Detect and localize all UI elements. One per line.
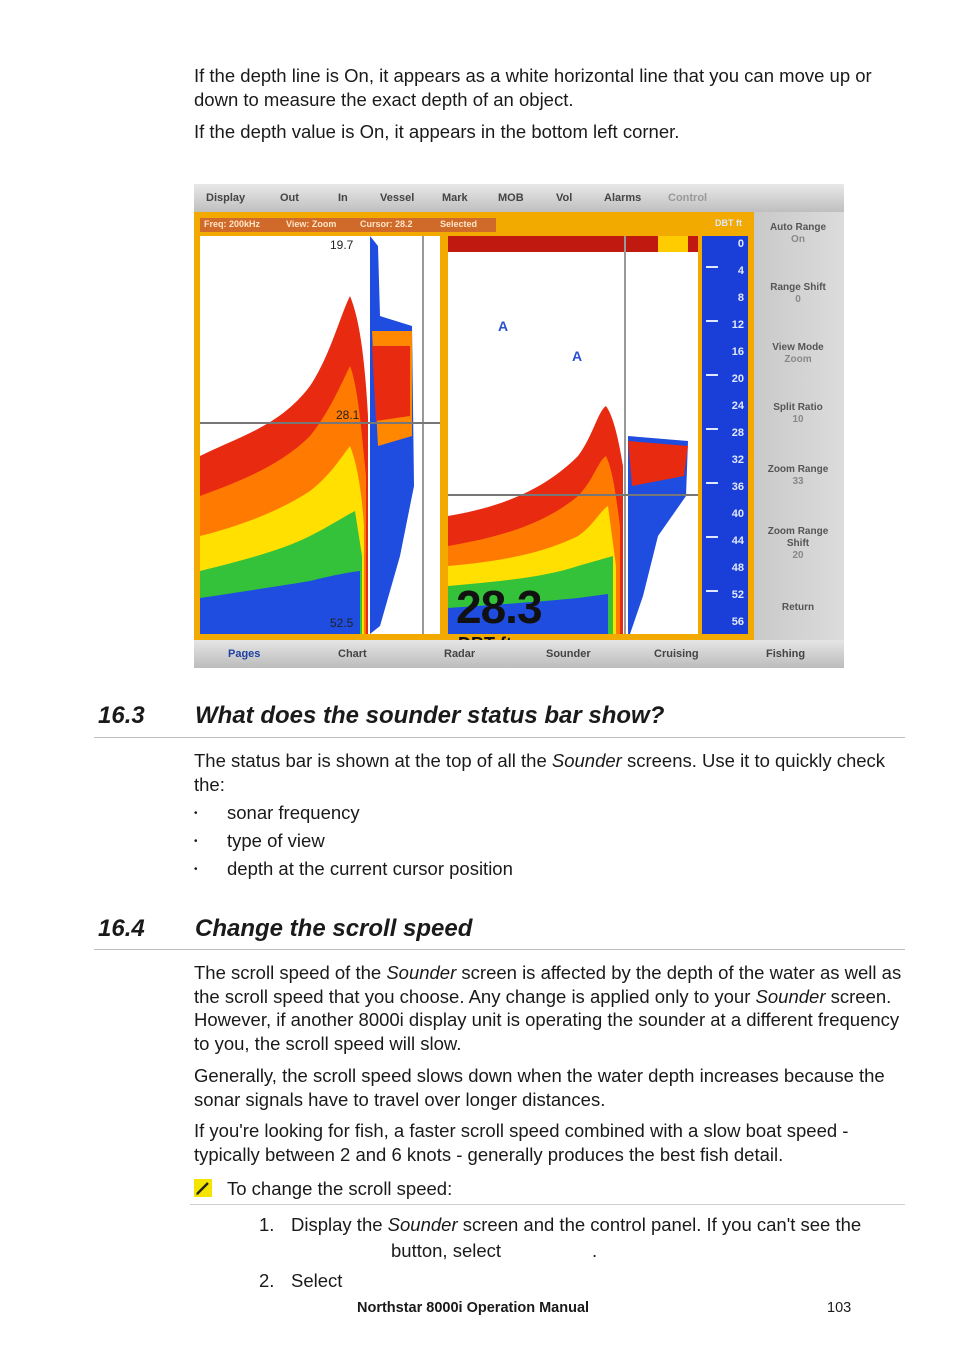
tab-chart[interactable]: Chart bbox=[338, 648, 367, 660]
scale-value: 52 bbox=[731, 589, 744, 601]
scale-value: 0 bbox=[737, 238, 744, 250]
footer-manual-title: Northstar 8000i Operation Manual bbox=[357, 1300, 590, 1316]
side-button-title: Split Ratio bbox=[773, 402, 823, 413]
section-divider bbox=[94, 737, 905, 738]
tab-cruising[interactable]: Cruising bbox=[654, 648, 699, 660]
scale-tick bbox=[706, 374, 718, 376]
fish-symbol: A bbox=[572, 348, 583, 364]
section-number: 16.4 bbox=[98, 915, 145, 942]
section-title: What does the sounder status bar show? bbox=[195, 702, 665, 729]
scale-value: 28 bbox=[731, 427, 744, 439]
sounder-display-frame bbox=[194, 212, 754, 640]
scale-value: 36 bbox=[731, 481, 744, 493]
screenshot-menu-bar bbox=[194, 184, 844, 213]
left-top-depth-label: 19.7 bbox=[330, 238, 354, 252]
scale-tick bbox=[706, 320, 718, 322]
status-cursor: Cursor: 28.2 bbox=[360, 219, 413, 229]
list-item-text: type of view bbox=[227, 830, 325, 851]
scale-value: 40 bbox=[731, 508, 744, 520]
scale-value: 4 bbox=[737, 265, 744, 277]
scale-header: DBT ft bbox=[715, 218, 742, 228]
side-button-title: Auto Range bbox=[769, 222, 827, 233]
left-cursor-depth-label: 28.1 bbox=[336, 408, 360, 422]
split-ratio-button[interactable] bbox=[764, 402, 832, 426]
tab-pages[interactable]: Pages bbox=[228, 648, 261, 660]
scale-value: 56 bbox=[731, 616, 744, 628]
view-mode-button[interactable] bbox=[764, 342, 832, 366]
scroll-speed-paragraph-2: Generally, the scroll speed slows down when the water depth increases because the sonar signals have to travel over longer distances. bbox=[194, 1065, 885, 1110]
side-button-value: Zoom bbox=[784, 354, 812, 365]
side-button-title: Zoom Range bbox=[767, 464, 829, 475]
menu-item: Display bbox=[206, 192, 246, 204]
tab-sounder[interactable]: Sounder bbox=[546, 648, 591, 660]
depth-value-readout: 28.3 bbox=[456, 581, 542, 633]
menu-item: MOB bbox=[498, 192, 524, 204]
status-frequency: Freq: 200kHz bbox=[204, 219, 261, 229]
scale-value: 32 bbox=[731, 454, 744, 466]
task-divider bbox=[190, 1204, 905, 1205]
side-button-title: Zoom Range Shift bbox=[767, 526, 829, 549]
menu-item: In bbox=[338, 192, 348, 204]
menu-item: Mark bbox=[442, 192, 468, 204]
intro-paragraph-depth-line: If the depth line is On, it appears as a white horizontal line that you can move up or down to measure the exact depth of an object. bbox=[194, 65, 872, 110]
depth-scale-bar bbox=[702, 218, 748, 634]
section-number: 16.3 bbox=[98, 702, 145, 729]
tab-fishing[interactable]: Fishing bbox=[766, 648, 806, 660]
screenshot-bottom-tabs bbox=[194, 640, 844, 668]
scale-value: 48 bbox=[731, 562, 744, 574]
scroll-speed-paragraph-3: If you're looking for fish, a faster scroll speed combined with a slow boat speed - typically between 2 and 6 knots - generally produces the best fish detail. bbox=[194, 1120, 849, 1165]
step-1-text: Display the Sounder screen and the control panel. If you can't see the bbox=[291, 1214, 862, 1235]
return-button[interactable] bbox=[764, 602, 832, 614]
side-button-value: 20 bbox=[792, 550, 804, 561]
task-pencil-icon bbox=[194, 1179, 212, 1197]
side-button-value: On bbox=[791, 234, 805, 245]
scale-value: 44 bbox=[731, 535, 744, 547]
tab-radar[interactable]: Radar bbox=[444, 648, 476, 660]
list-item-text: depth at the current cursor position bbox=[227, 858, 513, 879]
scale-value: 12 bbox=[731, 319, 744, 331]
fish-symbol: A bbox=[498, 318, 509, 334]
menu-item: Out bbox=[280, 192, 299, 204]
step-1-continued: button, select bbox=[391, 1240, 502, 1261]
scale-tick bbox=[706, 428, 718, 430]
section-divider bbox=[94, 949, 905, 950]
sounder-screenshot bbox=[194, 184, 844, 668]
menu-item: Control bbox=[668, 192, 708, 204]
intro-paragraph-depth-value: If the depth value is On, it appears in the bottom left corner. bbox=[194, 121, 680, 142]
zoom-range-shift-button[interactable] bbox=[758, 526, 838, 562]
scale-tick bbox=[706, 482, 718, 484]
list-item-text: sonar frequency bbox=[227, 802, 360, 823]
scale-tick bbox=[706, 266, 718, 268]
range-shift-button[interactable] bbox=[764, 282, 832, 306]
sounder-history-pane bbox=[200, 236, 440, 634]
side-button-title: Range Shift bbox=[770, 282, 826, 293]
sonar-echo-right-graphic bbox=[448, 236, 698, 634]
status-bar-paragraph: The status bar is shown at the top of all the Sounder screens. Use it to quickly check the: bbox=[194, 750, 886, 795]
status-view: View: Zoom bbox=[286, 219, 337, 229]
side-button-title: View Mode bbox=[772, 342, 824, 353]
menu-item: Alarms bbox=[604, 192, 642, 204]
step-1-period: . bbox=[592, 1240, 598, 1261]
scale-value: 8 bbox=[737, 292, 744, 304]
zoom-range-button[interactable] bbox=[764, 464, 832, 488]
scroll-speed-paragraph-1: The scroll speed of the Sounder screen is affected by the depth of the water as well as the scroll speed that you choose. Any change is applied only to your Sounder screen. However, if another 8000i display unit is operating the sounder at a different frequency to you, the scroll speed will slow. bbox=[194, 962, 902, 1054]
auto-range-button[interactable] bbox=[764, 222, 832, 246]
sounder-zoom-pane bbox=[448, 236, 698, 634]
scale-value: 16 bbox=[731, 346, 744, 358]
step-2-text: Select bbox=[291, 1270, 343, 1291]
menu-item: Vessel bbox=[380, 192, 415, 204]
menu-item: Vol bbox=[556, 192, 573, 204]
sounder-status-bar bbox=[200, 218, 496, 232]
status-selected: Selected bbox=[440, 219, 478, 229]
scale-value: 24 bbox=[731, 400, 744, 412]
step-number: 2. bbox=[259, 1270, 275, 1291]
scale-tick bbox=[706, 536, 718, 538]
page-number: 103 bbox=[827, 1300, 852, 1316]
task-label: To change the scroll speed: bbox=[227, 1178, 453, 1199]
side-button-value: 33 bbox=[792, 476, 804, 487]
section-title: Change the scroll speed bbox=[195, 915, 473, 942]
side-button-value: 0 bbox=[795, 294, 801, 305]
side-button-value: 10 bbox=[792, 414, 804, 425]
left-bottom-depth-label: 52.5 bbox=[330, 616, 354, 630]
sonar-echo-left-graphic bbox=[200, 236, 440, 634]
scale-value: 20 bbox=[731, 373, 744, 385]
scale-tick bbox=[706, 590, 718, 592]
step-number: 1. bbox=[259, 1214, 275, 1235]
side-button-title: Return bbox=[781, 602, 815, 613]
control-side-panel bbox=[754, 212, 844, 640]
